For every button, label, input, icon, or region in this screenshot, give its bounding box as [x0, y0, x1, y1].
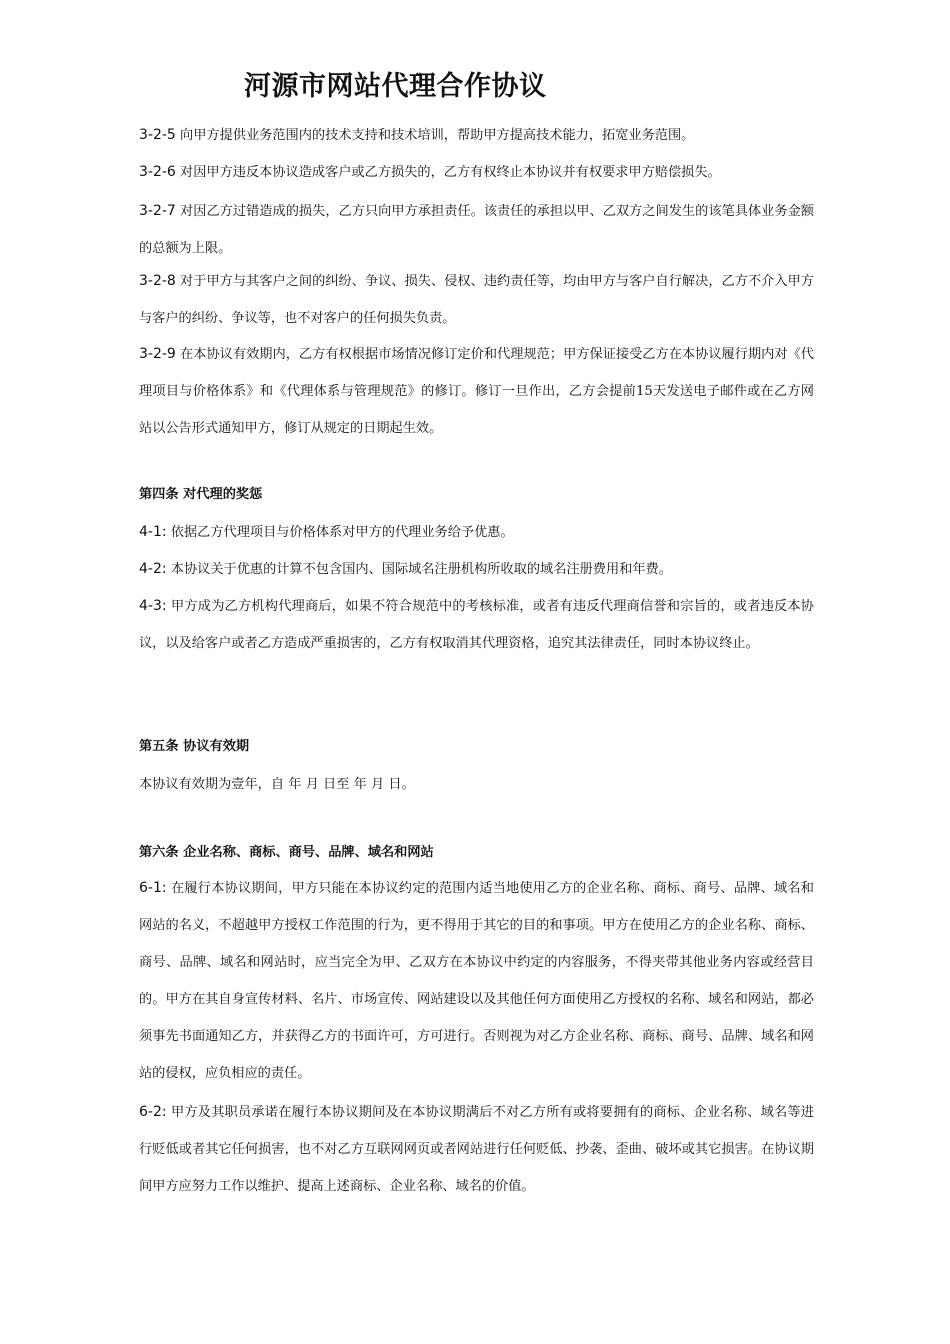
clause-text: 对因甲方违反本协议造成客户或乙方损失的，乙方有权终止本协议并有权要求甲方赔偿损失。 [180, 165, 721, 180]
clause-text: 对因乙方过错造成的损失，乙方只向甲方承担责任。该责任的承担以甲、乙双方之间发生的该笔具体业务金额的总额为上限。 [139, 204, 814, 256]
clause-6-1 [139, 870, 814, 1092]
clause-number: 4-3: [139, 598, 167, 614]
clause-number: 6-1: [139, 880, 167, 896]
clause-text: 向甲方提供业务范围内的技术支持和技术培训，帮助甲方提高技术能力，拓宽业务范围。 [180, 128, 695, 143]
clause-text: 在本协议有效期内，乙方有权根据市场情况修订定价和代理规范；甲方保证接受乙方在本协议履行期内对《代理项目与价格体系》和《代理体系与管理规范》的修订。修订一旦作出，乙方会提前15天发送电子邮件或在乙方网站以公告形式通知甲方，修订从规定的日期起生效。 [139, 347, 814, 436]
clause-text: 对于甲方与其客户之间的纠纷、争议、损失、侵权、违约责任等，均由甲方与客户自行解决，乙方不介入甲方与客户的纠纷、争议等，也不对客户的任何损失负责。 [139, 274, 814, 326]
clause-number: 3-2-9 [139, 346, 176, 362]
clause-text: 依据乙方代理项目与价格体系对甲方的代理业务给予优惠。 [170, 525, 514, 540]
document-title: 河源市网站代理合作协议 [244, 71, 547, 102]
clause-4-1 [139, 514, 814, 551]
clause-4-2 [139, 551, 814, 588]
clause-3-2-9 [139, 336, 814, 447]
clause-3-2-8 [139, 263, 814, 337]
clause-text: 甲方及其职员承诺在履行本协议期间及在本协议期满后不对乙方所有或将要拥有的商标、企业名称、域名等进行贬低或者其它任何损害，也不对乙方互联网网页或者网站进行任何贬低、抄袭、歪曲、破坏或其它损害。在协议期间甲方应努力工作以维护、提高上述商标、企业名称、域名的价值。 [139, 1105, 814, 1194]
clause-3-2-6 [139, 154, 814, 191]
clause-number: 4-1: [139, 524, 167, 540]
clause-number: 3-2-5 [139, 127, 176, 143]
clause-number: 3-2-6 [139, 164, 176, 180]
clause-number: 4-2: [139, 561, 167, 577]
section-5-heading: 第五条 协议有效期 [139, 739, 250, 754]
section-5-text: 本协议有效期为壹年，自 年 月 日至 年 月 日。 [139, 777, 415, 792]
clause-3-2-7 [139, 193, 814, 267]
clause-4-3 [139, 588, 814, 662]
clause-number: 3-2-7 [139, 203, 176, 219]
clause-6-2 [139, 1094, 814, 1205]
clause-number: 3-2-8 [139, 273, 176, 289]
clause-text: 在履行本协议期间，甲方只能在本协议约定的范围内适当地使用乙方的企业名称、商标、商号、品牌、域名和网站的名义，不超越甲方授权工作范围的行为，更不得用于其它的目的和事项。甲方在使用乙方的企业名称、商标、商号、品牌、域名和网站时，应当完全为甲、乙双方在本协议中约定的内容服务，不得夹带其他业务内容或经营目的。甲方在其自身宣传材料、名片、市场宣传、网站建设以及其他任何方面使用乙方授权的名称、域名和网站，都必须事先书面通知乙方，并获得乙方的书面许可，方可进行。否则视为对乙方企业名称、商标、商号、品牌、域名和网站的侵权，应负相应的责任。 [139, 881, 814, 1081]
section-6-heading: 第六条 企业名称、商标、商号、品牌、域名和网站 [139, 845, 434, 860]
section-4-heading: 第四条 对代理的奖惩 [139, 487, 263, 502]
clause-text: 甲方成为乙方机构代理商后，如果不符合规范中的考核标准，或者有违反代理商信誉和宗旨的，或者违反本协议，以及给客户或者乙方造成严重损害的，乙方有权取消其代理资格，追究其法律责任，同时本协议终止。 [139, 599, 814, 651]
clause-3-2-5 [139, 117, 814, 154]
clause-number: 6-2: [139, 1104, 167, 1120]
clause-text: 本协议关于优惠的计算不包含国内、国际域名注册机构所收取的域名注册费用和年费。 [170, 562, 672, 577]
